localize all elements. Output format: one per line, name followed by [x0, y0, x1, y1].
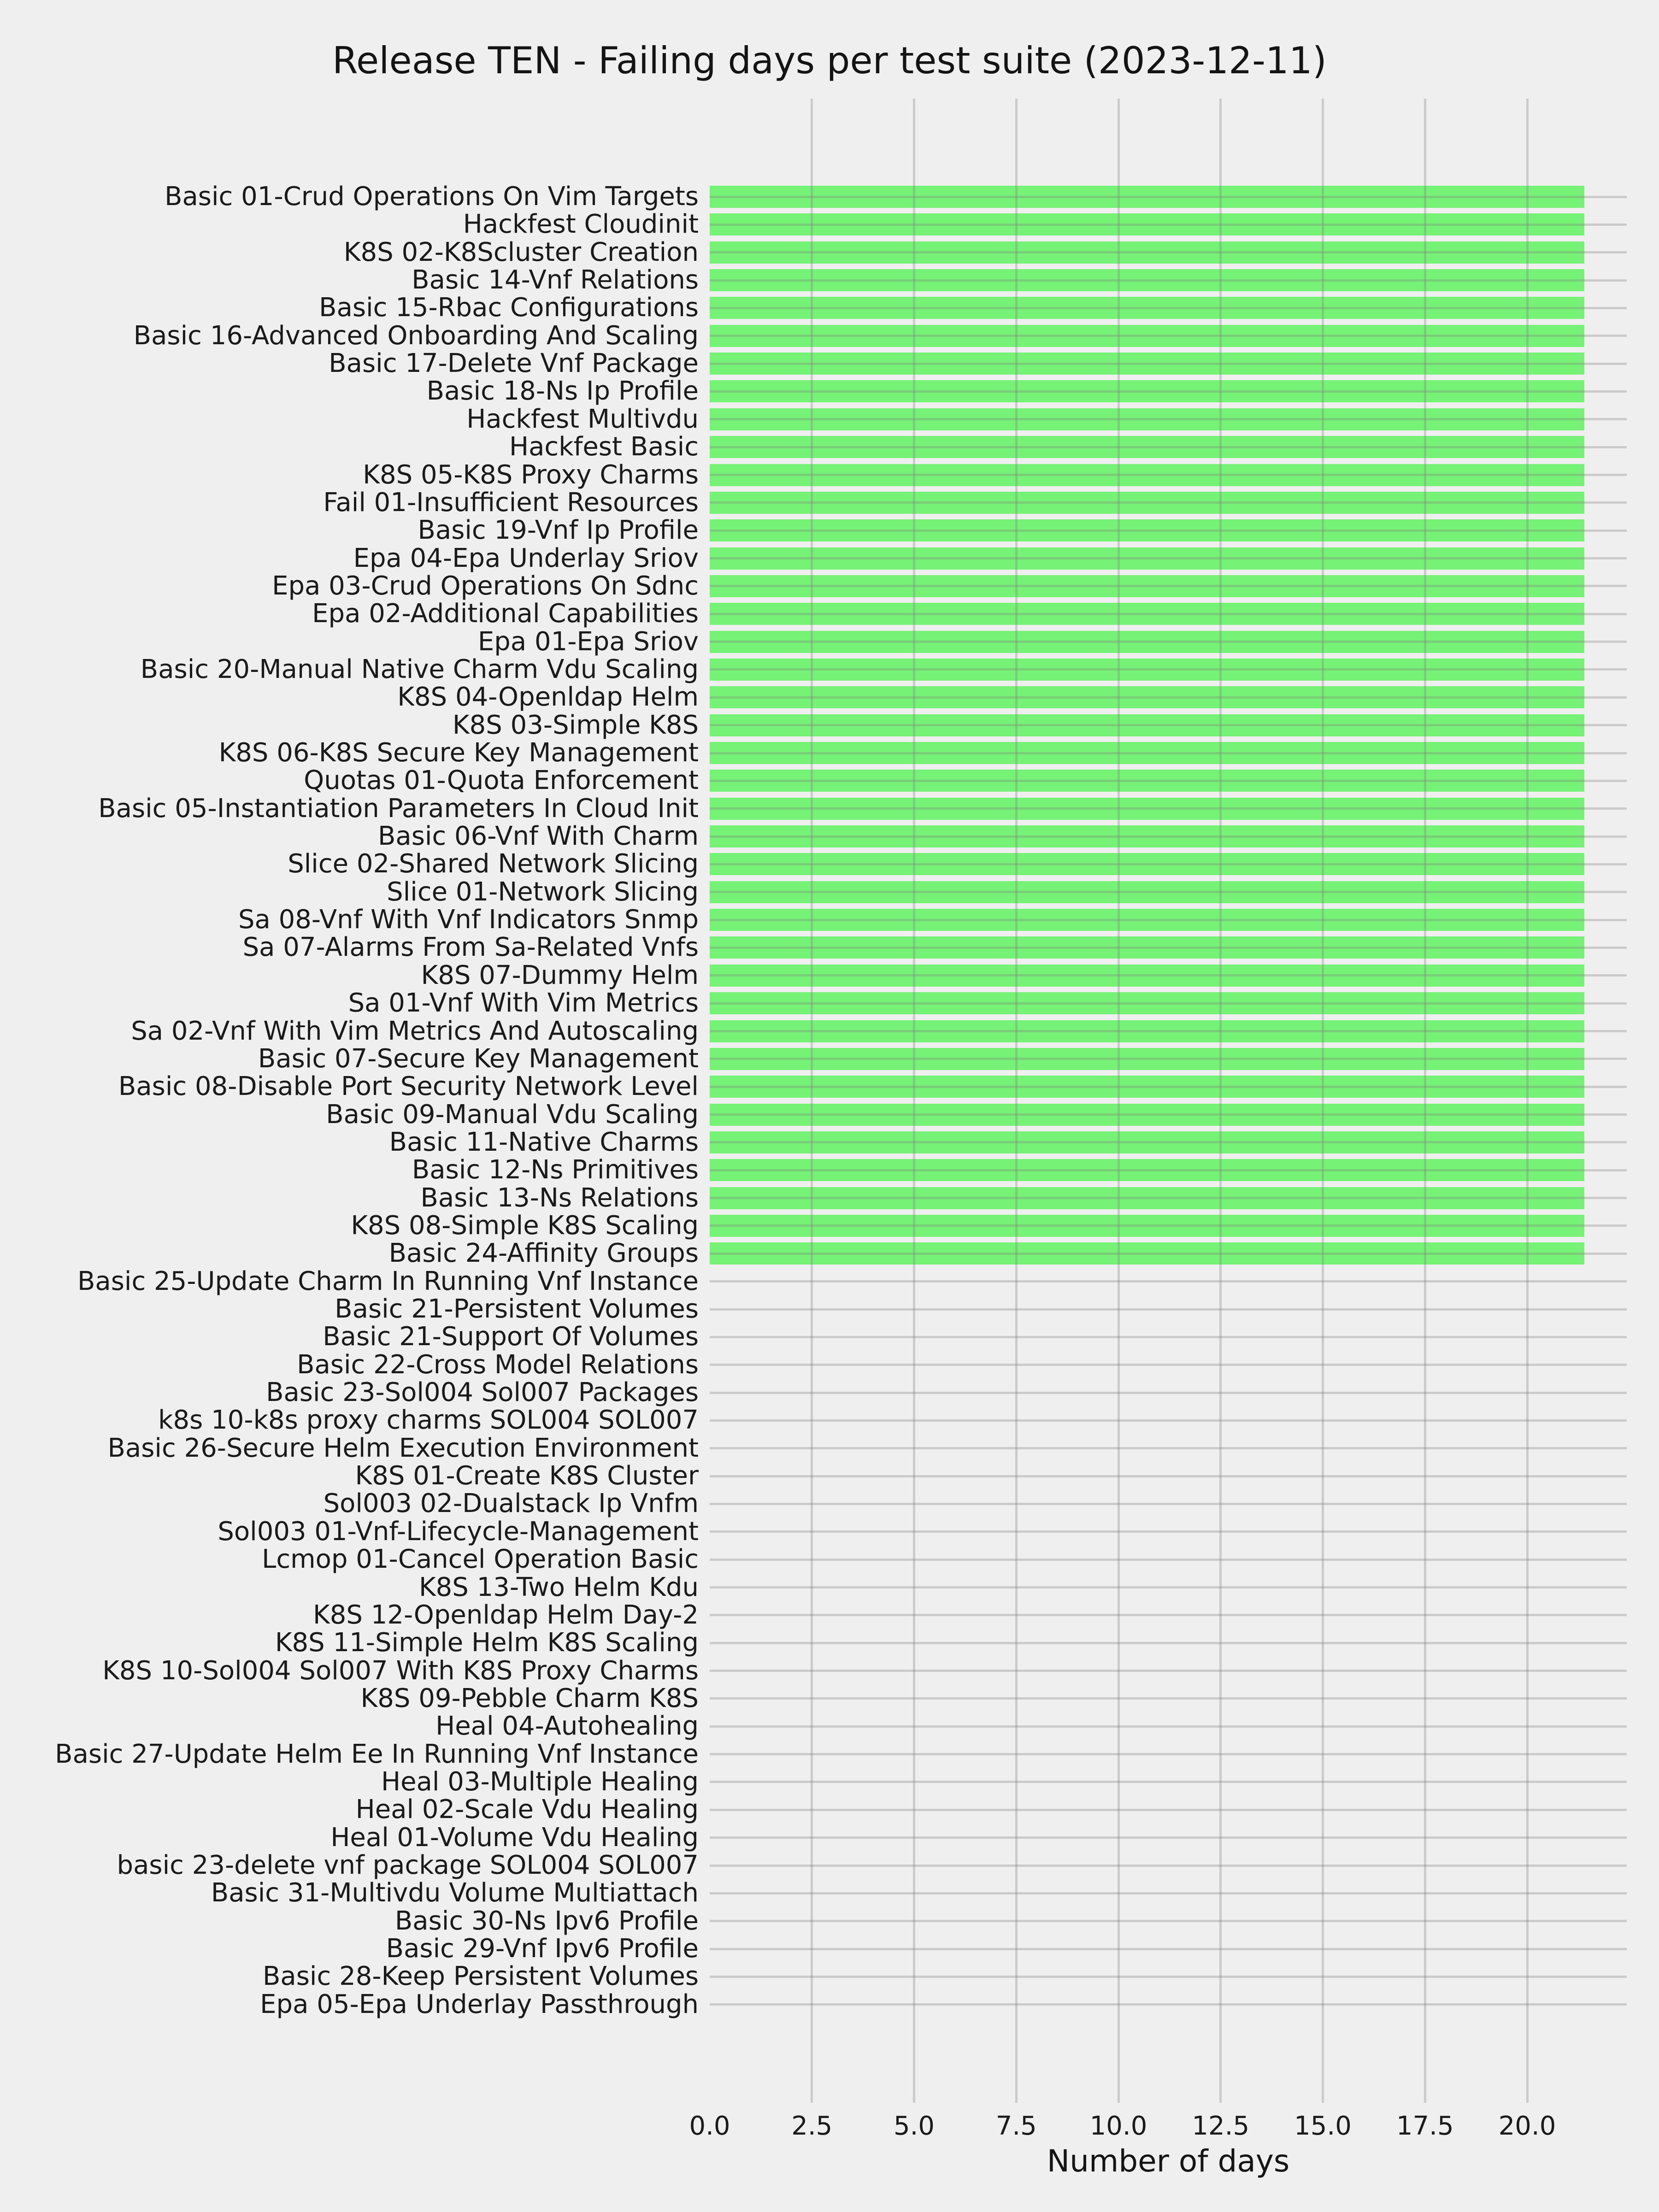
- h-gridline: [710, 1280, 1627, 1282]
- y-tick-label: Epa 05-Epa Underlay Passthrough: [260, 1989, 699, 2019]
- y-tick-label: Sa 08-Vnf With Vnf Indicators Snmp: [238, 905, 699, 935]
- y-tick-label: basic 23-delete vnf package SOL004 SOL007: [117, 1850, 699, 1880]
- h-gridline: [710, 752, 1627, 754]
- h-gridline: [710, 780, 1627, 782]
- y-tick-label: Fail 01-Insufficient Resources: [323, 487, 699, 518]
- h-gridline: [710, 668, 1627, 671]
- v-gridline: [1118, 99, 1120, 2103]
- y-tick-label: Basic 18-Ns Ip Profile: [426, 376, 699, 406]
- h-gridline: [710, 807, 1627, 810]
- v-gridline: [1424, 99, 1426, 2103]
- y-tick-label: Sa 01-Vnf With Vim Metrics: [348, 988, 699, 1018]
- h-gridline: [710, 1892, 1627, 1894]
- h-gridline: [710, 1781, 1627, 1783]
- h-gridline: [710, 335, 1627, 337]
- y-tick-label: K8S 12-Openldap Helm Day-2: [313, 1600, 699, 1630]
- h-gridline: [710, 835, 1627, 838]
- h-gridline: [710, 1586, 1627, 1588]
- v-gridline: [1526, 99, 1529, 2103]
- h-gridline: [710, 1447, 1627, 1449]
- y-tick-label: Epa 02-Additional Capabilities: [312, 599, 699, 629]
- v-gridline: [1015, 99, 1018, 2103]
- y-tick-label: Basic 16-Advanced Onboarding And Scaling: [133, 320, 699, 351]
- h-gridline: [710, 1253, 1627, 1255]
- h-gridline: [710, 557, 1627, 559]
- h-gridline: [710, 363, 1627, 365]
- y-tick-label: K8S 13-Two Helm Kdu: [418, 1572, 699, 1602]
- y-tick-label: Sol003 02-Dualstack Ip Vnfm: [323, 1488, 699, 1519]
- h-gridline: [710, 863, 1627, 865]
- h-gridline: [710, 891, 1627, 893]
- y-tick-label: Epa 04-Epa Underlay Sriov: [353, 543, 699, 573]
- y-tick-label: Basic 21-Support Of Volumes: [323, 1322, 699, 1352]
- h-gridline: [710, 1836, 1627, 1839]
- y-tick-label: Basic 09-Manual Vdu Scaling: [326, 1099, 699, 1130]
- y-tick-label: Basic 17-Delete Vnf Package: [329, 348, 699, 379]
- h-gridline: [710, 1697, 1627, 1700]
- x-tick-label: 12.5: [1192, 2111, 1250, 2141]
- x-tick-label: 2.5: [791, 2111, 833, 2141]
- y-tick-label: K8S 08-Simple K8S Scaling: [351, 1210, 699, 1241]
- y-tick-label: Basic 01-Crud Operations On Vim Targets: [165, 182, 699, 212]
- y-tick-label: Basic 28-Keep Persistent Volumes: [263, 1961, 699, 1992]
- y-tick-label: Basic 31-Multivdu Volume Multiattach: [211, 1878, 699, 1908]
- h-gridline: [710, 1976, 1627, 1978]
- h-gridline: [710, 501, 1627, 504]
- h-gridline: [710, 529, 1627, 532]
- y-tick-label: Sol003 01-Vnf-Lifecycle-Management: [218, 1516, 699, 1547]
- h-gridline: [710, 251, 1627, 253]
- h-gridline: [710, 307, 1627, 309]
- y-tick-label: K8S 05-K8S Proxy Charms: [363, 459, 699, 490]
- y-tick-label: Basic 22-Cross Model Relations: [297, 1349, 699, 1380]
- y-tick-label: Basic 29-Vnf Ipv6 Profile: [386, 1934, 699, 1964]
- h-gridline: [710, 1670, 1627, 1672]
- v-gridline: [811, 99, 813, 2103]
- y-tick-label: Basic 30-Ns Ipv6 Profile: [394, 1906, 699, 1936]
- h-gridline: [710, 446, 1627, 448]
- y-tick-label: Basic 08-Disable Port Security Network Level: [118, 1071, 699, 1102]
- y-tick-label: K8S 07-Dummy Helm: [421, 960, 699, 990]
- h-gridline: [710, 947, 1627, 949]
- y-tick-label: Basic 05-Instantiation Parameters In Cloud Init: [98, 793, 699, 824]
- h-gridline: [710, 974, 1627, 977]
- h-gridline: [710, 696, 1627, 699]
- h-gridline: [710, 1920, 1627, 1922]
- v-gridline: [913, 99, 915, 2103]
- v-gridline: [1219, 99, 1222, 2103]
- y-tick-label: Quotas 01-Quota Enforcement: [304, 765, 699, 796]
- y-tick-label: K8S 02-K8Scluster Creation: [343, 237, 699, 267]
- y-tick-label: Basic 24-Affinity Groups: [388, 1238, 699, 1269]
- y-tick-label: Basic 07-Secure Key Management: [258, 1043, 699, 1074]
- y-tick-label: Slice 02-Shared Network Slicing: [288, 849, 699, 879]
- h-gridline: [710, 641, 1627, 643]
- y-tick-label: Heal 01-Volume Vdu Healing: [330, 1822, 699, 1853]
- y-tick-label: Basic 25-Update Charm In Running Vnf Instance: [77, 1266, 699, 1296]
- chart-title: Release TEN - Failing days per test suite (2023-12-11): [332, 39, 1327, 82]
- h-gridline: [710, 1753, 1627, 1755]
- h-gridline: [710, 1865, 1627, 1867]
- h-gridline: [710, 1475, 1627, 1477]
- h-gridline: [710, 474, 1627, 476]
- h-gridline: [710, 1614, 1627, 1616]
- x-tick-label: 17.5: [1396, 2111, 1454, 2141]
- y-tick-label: K8S 09-Pebble Charm K8S: [360, 1683, 699, 1713]
- h-gridline: [710, 1642, 1627, 1644]
- y-tick-label: K8S 01-Create K8S Cluster: [355, 1461, 699, 1491]
- y-tick-label: Heal 04-Autohealing: [435, 1711, 699, 1741]
- h-gridline: [710, 1559, 1627, 1561]
- y-tick-label: Heal 02-Scale Vdu Healing: [355, 1794, 699, 1825]
- v-gridline: [1322, 99, 1324, 2103]
- h-gridline: [710, 585, 1627, 587]
- h-gridline: [710, 1197, 1627, 1199]
- y-tick-label: Basic 11-Native Charms: [389, 1127, 699, 1157]
- h-gridline: [710, 279, 1627, 282]
- y-tick-label: Basic 27-Update Helm Ee In Running Vnf Instance: [55, 1739, 699, 1769]
- y-tick-label: Sa 02-Vnf With Vim Metrics And Autoscaling: [131, 1016, 699, 1046]
- h-gridline: [710, 1948, 1627, 1950]
- x-tick-label: 10.0: [1089, 2111, 1147, 2141]
- h-gridline: [710, 1113, 1627, 1116]
- y-tick-label: K8S 11-Simple Helm K8S Scaling: [275, 1628, 699, 1658]
- h-gridline: [710, 1141, 1627, 1143]
- h-gridline: [710, 196, 1627, 198]
- y-tick-label: Hackfest Basic: [509, 432, 699, 462]
- h-gridline: [710, 418, 1627, 420]
- h-gridline: [710, 1503, 1627, 1505]
- y-tick-label: Basic 26-Secure Helm Execution Environment: [107, 1433, 699, 1463]
- y-tick-label: Basic 13-Ns Relations: [420, 1182, 699, 1213]
- x-tick-label: 20.0: [1498, 2111, 1556, 2141]
- h-gridline: [710, 1336, 1627, 1338]
- h-gridline: [710, 390, 1627, 393]
- y-tick-label: Basic 21-Persistent Volumes: [335, 1294, 699, 1324]
- h-gridline: [710, 1224, 1627, 1227]
- y-tick-label: k8s 10-k8s proxy charms SOL004 SOL007: [158, 1405, 699, 1435]
- y-tick-label: Epa 03-Crud Operations On Sdnc: [272, 571, 699, 601]
- y-tick-label: K8S 06-K8S Secure Key Management: [218, 738, 699, 768]
- y-tick-label: Basic 20-Manual Native Charm Vdu Scaling: [140, 654, 699, 684]
- y-tick-label: K8S 03-Simple K8S: [452, 710, 699, 740]
- x-tick-label: 0.0: [689, 2111, 730, 2141]
- y-tick-label: Basic 06-Vnf With Charm: [377, 821, 699, 852]
- y-tick-label: K8S 10-Sol004 Sol007 With K8S Proxy Charms: [102, 1655, 699, 1686]
- h-gridline: [710, 1002, 1627, 1005]
- y-tick-label: Basic 12-Ns Primitives: [412, 1155, 699, 1185]
- h-gridline: [710, 1530, 1627, 1533]
- x-tick-label: 15.0: [1294, 2111, 1352, 2141]
- h-gridline: [710, 1392, 1627, 1394]
- h-gridline: [710, 613, 1627, 615]
- y-tick-label: Hackfest Multivdu: [466, 404, 699, 434]
- h-gridline: [710, 1725, 1627, 1728]
- h-gridline: [710, 724, 1627, 726]
- h-gridline: [710, 1419, 1627, 1422]
- y-tick-label: Basic 19-Vnf Ip Profile: [418, 515, 699, 546]
- x-tick-label: 5.0: [893, 2111, 935, 2141]
- h-gridline: [710, 2003, 1627, 2006]
- x-tick-label: 7.5: [995, 2111, 1037, 2141]
- y-tick-label: K8S 04-Openldap Helm: [397, 682, 699, 712]
- h-gridline: [710, 1364, 1627, 1366]
- y-tick-label: Heal 03-Multiple Healing: [381, 1766, 699, 1797]
- h-gridline: [710, 1030, 1627, 1032]
- x-axis-label: Number of days: [1047, 2143, 1290, 2179]
- h-gridline: [710, 1058, 1627, 1060]
- y-tick-label: Slice 01-Network Slicing: [387, 877, 699, 907]
- y-tick-label: Basic 15-Rbac Configurations: [319, 293, 699, 323]
- y-tick-label: Sa 07-Alarms From Sa-Related Vnfs: [242, 932, 699, 963]
- y-tick-label: Basic 23-Sol004 Sol007 Packages: [266, 1377, 699, 1408]
- h-gridline: [710, 1169, 1627, 1171]
- h-gridline: [710, 1308, 1627, 1311]
- y-tick-label: Epa 01-Epa Sriov: [477, 626, 699, 657]
- h-gridline: [710, 919, 1627, 921]
- h-gridline: [710, 1809, 1627, 1811]
- h-gridline: [710, 224, 1627, 226]
- y-tick-label: Lcmop 01-Cancel Operation Basic: [262, 1544, 699, 1575]
- h-gridline: [710, 1086, 1627, 1088]
- plot-area: [710, 99, 1627, 2103]
- y-tick-label: Hackfest Cloudinit: [463, 209, 699, 240]
- y-tick-label: Basic 14-Vnf Relations: [412, 265, 699, 295]
